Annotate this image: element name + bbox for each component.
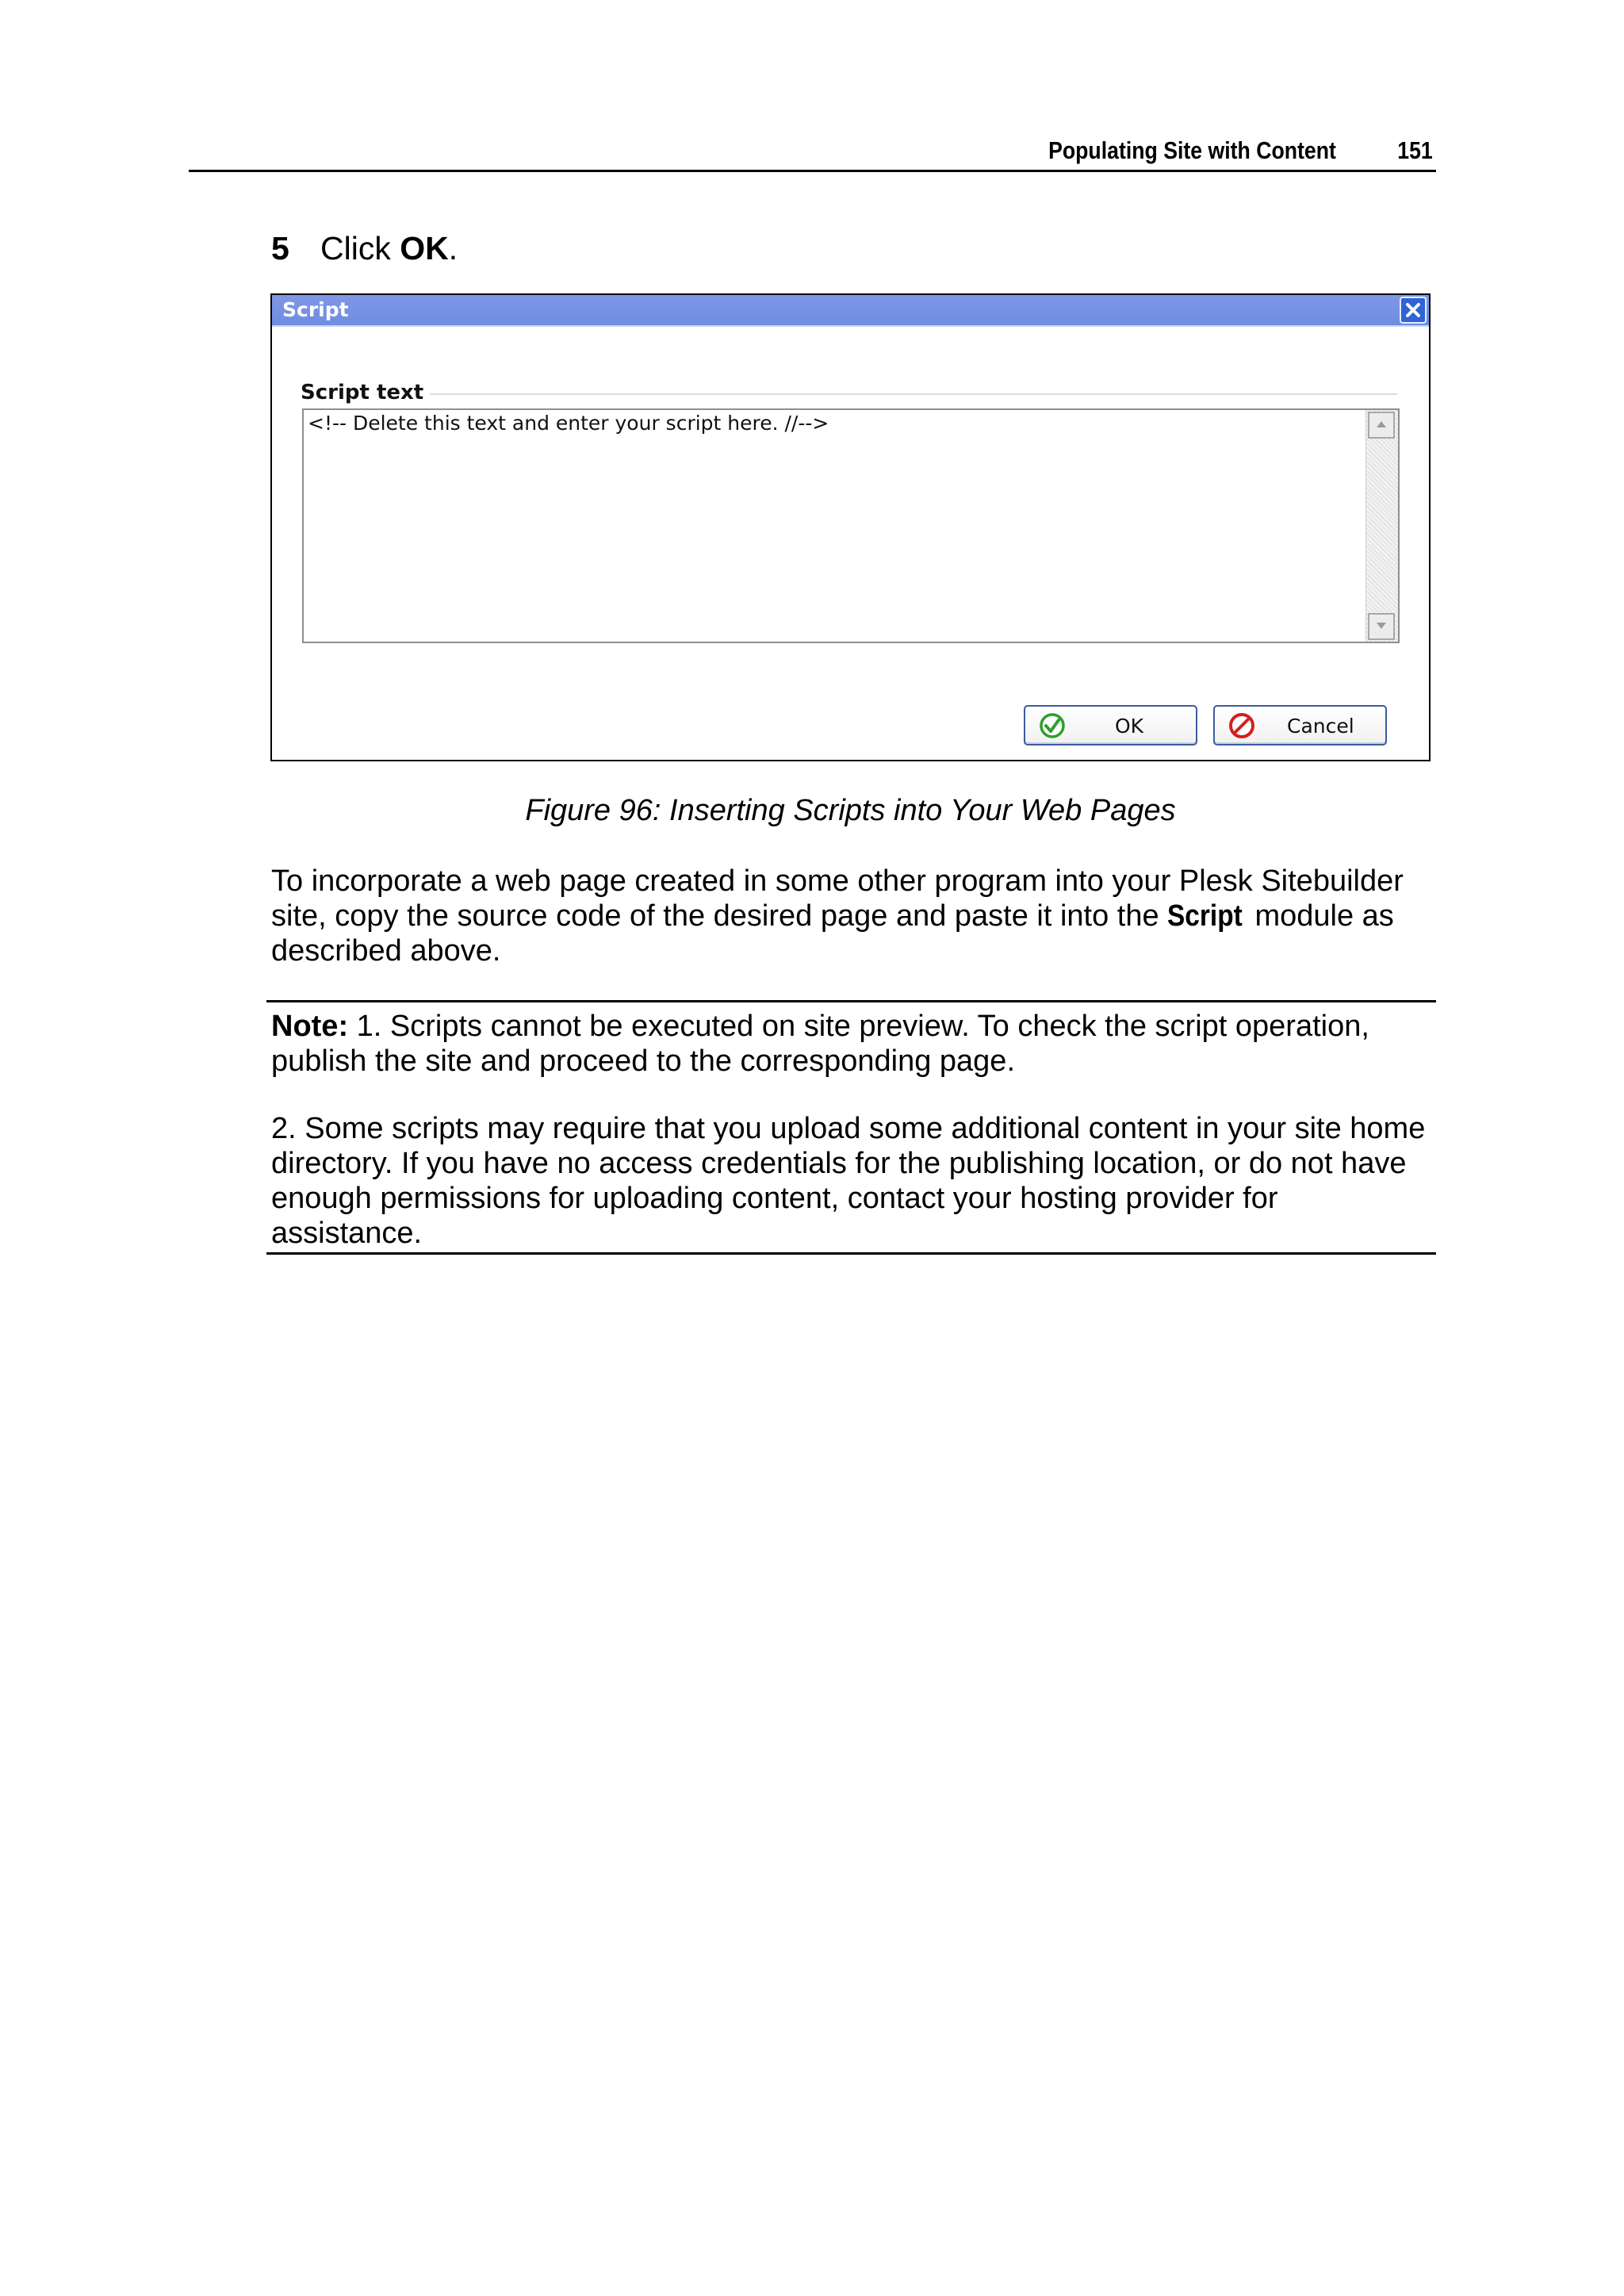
note-block [266,1000,1436,1255]
arrow-up-icon [1376,420,1387,428]
note-item-1-text: 1. Scripts cannot be executed on site preview. To check the script operation, publish the site and proceed to the corresponding page. [271,1010,1369,1078]
cancel-button[interactable] [1213,705,1387,746]
close-button[interactable] [1400,297,1427,324]
dialog-title: Script [282,298,349,321]
step-period: . [448,230,458,266]
script-text-label: Script text [301,381,430,404]
step-instruction [271,230,458,267]
close-icon [1405,302,1421,318]
fieldset-divider [304,393,1397,395]
script-dialog [270,293,1431,761]
ok-button-label: OK [1115,715,1144,738]
note-item-2: 2. Some scripts may require that you upload some additional content in your site home directory. If you have no access credentials for the publishing location, or do not have enough permissions for uploading content, contact your hosting provider for assistance. [271,1112,1426,1250]
step-text: Click [320,230,400,266]
checkmark-icon [1039,712,1066,739]
arrow-down-icon [1376,622,1387,630]
prohibited-icon [1228,712,1255,739]
textarea-scrollbar[interactable] [1365,410,1398,642]
note-label: Note: [271,1010,349,1043]
figure-caption: Figure 96: Inserting Scripts into Your Web Pages [525,794,1176,827]
step-number: 5 [271,230,289,266]
page-number: 151 [1397,136,1433,164]
script-textarea-value: <!-- Delete this text and enter your script here. //--> [308,412,829,435]
scroll-down-button[interactable] [1368,613,1395,640]
paragraph-bold-term: Script [1167,899,1243,933]
dialog-titlebar [272,295,1429,327]
script-textarea[interactable] [302,408,1400,643]
paragraph-text-1: To incorporate a web page created in some other program into your Plesk Sitebuilder site, copy the source code of the desired page and paste it into the [271,864,1404,933]
scroll-up-button[interactable] [1368,412,1395,439]
paragraph-text-2: module as described above. [271,899,1394,968]
step-bold-word: OK [400,230,449,266]
ok-button[interactable] [1024,705,1197,746]
note-item-1 [271,1009,1436,1079]
page-header [189,133,1436,172]
header-title: Populating Site with Content [1048,136,1336,164]
body-paragraph [271,864,1445,968]
cancel-button-label: Cancel [1287,715,1354,738]
